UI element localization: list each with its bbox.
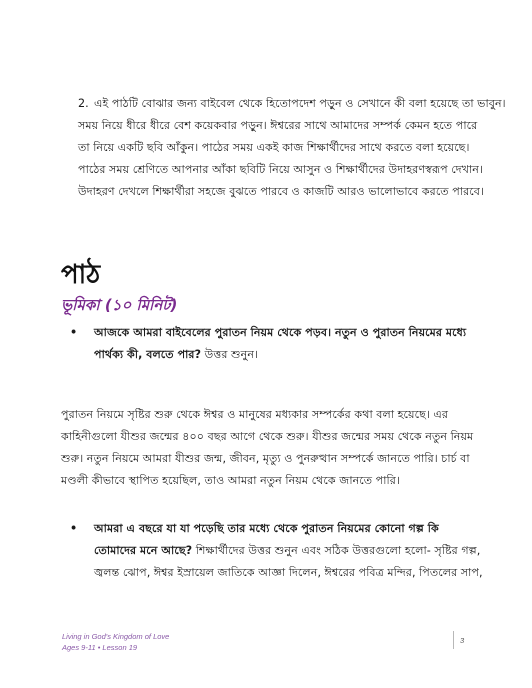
item-line-3: তা নিয়ে একটি ছবি আঁকুন। পাঠের সময় একই কাজ শিক্ষার্থীদের সাথে করতে বলা হয়েছে।	[78, 141, 470, 154]
bullet-line-3: জ্বলন্ত ঝোপ, ঈশ্বর ইস্রায়েল জাতিকে আজ্ঞা দিলেন, ঈশ্বরের পবিত্র মন্দির, পিতলের সাপ,	[94, 566, 483, 579]
bullet-answer: শিক্ষার্থীদের উত্তর শুনুন এবং সঠিক উত্তরগুলো হলো- সৃষ্টির গল্প,	[192, 544, 481, 557]
paragraph-line-4: মণ্ডলী কীভাবে স্থাপিত হয়েছিল, তাও আমরা নতুন নিয়ম থেকে জানতে পারি।	[61, 474, 400, 487]
bullet-dot: •	[70, 522, 78, 535]
bullet-line-1: আজকে আমরা বাইবেলের পুরাতন নিয়ম থেকে পড়ব। নতুন ও পুরাতন নিয়মের মধ্যে	[94, 326, 467, 339]
bullet-body	[94, 518, 490, 584]
bullet-line-1: আমরা এ বছরে যা যা পড়েছি তার মধ্যে থেকে পুরাতন নিয়মের কোনো গল্প কি	[94, 522, 439, 535]
bullet-question: তোমাদের মনে আছে?	[94, 544, 193, 557]
item-number: 2.	[78, 97, 89, 110]
bullet-body	[94, 322, 490, 366]
page-number: 3	[460, 636, 465, 645]
section-heading: পাঠ	[61, 260, 101, 290]
bullet-line-2	[94, 344, 490, 366]
bullet-line-2	[94, 540, 490, 562]
paragraph-line-2: কাহিনীগুলো যীশুর জন্মের ৪০০ বছর আগে থেকে শুরু। যীশুর জন্মের সময় থেকে নতুন নিয়ম	[61, 430, 474, 443]
bullet-instruction: উত্তর শুনুন।	[201, 348, 259, 361]
body-paragraph	[61, 404, 481, 492]
item-line-5: উদাহরণ দেখলে শিক্ষার্থীরা সহজে বুঝতে পারবে ও কাজটি আরও ভালোভাবে করতে পারবে।	[78, 185, 484, 198]
item-line-4: পাঠের সময় শ্রেণিতে আপনার আঁকা ছবিটি নিয়ে আসুন ও শিক্ষার্থীদের উদাহরণস্বরূপ দেখান।	[78, 163, 483, 176]
item-line-2: সময় নিয়ে ধীরে ধীরে বেশ কয়েকবার পড়ুন। ঈশ্বরের সাথে আমাদের সম্পর্ক কেমন হতে পারে	[78, 119, 478, 132]
footer-title: Living in God's Kingdom of Love	[62, 632, 170, 641]
sub-heading: ভূমিকা (১০ মিনিট)	[61, 296, 178, 314]
bullet-question: পার্থক্য কী, বলতে পার?	[94, 348, 202, 361]
item-line-1: এই পাঠটি বোঝার জন্য বাইবেল থেকে হিতোপদেশ পড়ুন ও সেখানে কী বলা হয়েছে তা ভাবুন।	[94, 97, 506, 110]
item-text	[78, 93, 506, 203]
bullet-dot: •	[70, 326, 78, 339]
paragraph-line-3: শুরু। নতুন নিয়মে আমরা যীশুর জন্ম, জীবন, মৃত্যু ও পুনরুত্থান সম্পর্কে জানতে পারি। চার্চ বা	[61, 452, 470, 465]
footer-divider	[453, 631, 454, 649]
footer-title-block	[62, 631, 169, 653]
paragraph-line-1: পুরাতন নিয়মে সৃষ্টির শুরু থেকে ঈশ্বর ও মানুষের মধ্যকার সম্পর্কের কথা বলা হয়েছে। এর	[61, 408, 449, 421]
footer-subtitle: Ages 9-11 • Lesson 19	[62, 643, 138, 652]
